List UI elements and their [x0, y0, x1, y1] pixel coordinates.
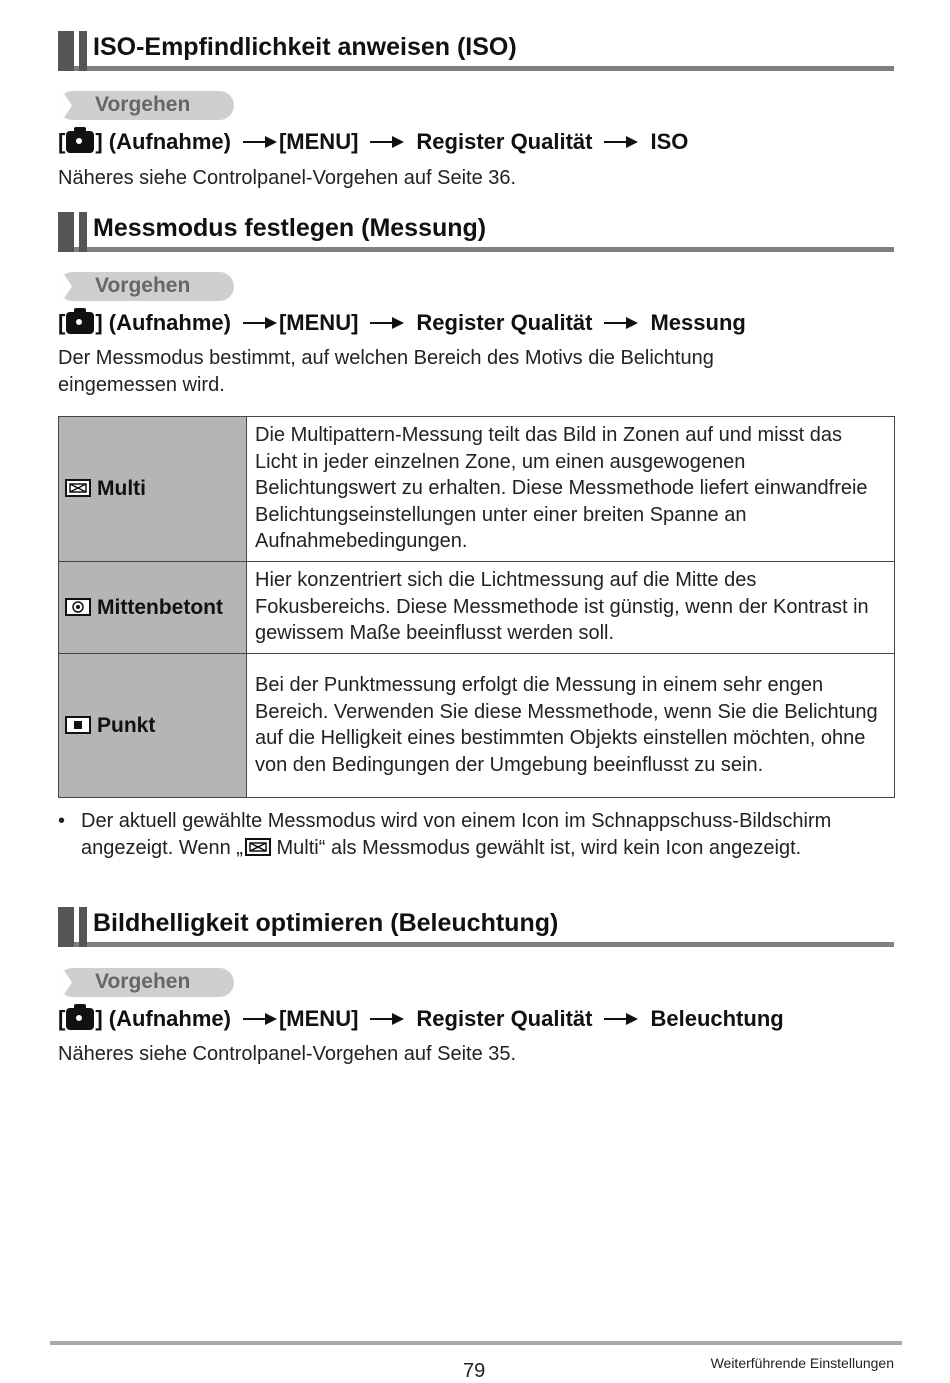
mode-name-cell: [59, 654, 247, 798]
heading-marker: [79, 212, 87, 252]
path-target: ISO: [650, 129, 689, 154]
mode-name: Multi: [97, 477, 146, 500]
path-aufnahme: ] (Aufnahme): [95, 129, 231, 154]
procedure-label: Vorgehen: [95, 274, 191, 297]
path-register: Register Qualität: [416, 310, 593, 335]
multi-metering-icon: [65, 479, 91, 497]
mode-description: Hier konzentriert sich die Lichtmessung auf die Mitte des Fokusbereichs. Diese Messmethode ist günstig, wenn der Kontrast in gewissem Maße beeinflusst werden soll.: [247, 562, 895, 654]
path-aufnahme: ] (Aufnahme): [95, 310, 231, 335]
section-text: Näheres siehe Controlpanel-Vorgehen auf Seite 35.: [58, 1043, 517, 1065]
path-register: Register Qualität: [416, 129, 593, 154]
section-title: ISO-Empfindlichkeit anweisen (ISO): [93, 33, 517, 61]
heading-marker: [79, 907, 87, 947]
table-row: [59, 654, 895, 798]
procedure-badge: [58, 272, 234, 301]
note-text-part: Der aktuell gewählte Messmodus wird von einem Icon im Schnappschuss-Bildschirm angezeigt. Wenn „: [81, 810, 832, 859]
arrow-right-icon: [243, 1013, 277, 1025]
heading-marker: [58, 31, 74, 71]
mode-description: Bei der Punktmessung erfolgt die Messung in einem sehr engen Bereich. Verwenden Sie diese Messmethode, wenn Sie die Belichtung auf die Helligkeit eines bestimmten Objekts einstellen möchten, ohne von den Bedingungen der Umgebung beeinflusst zu sein.: [247, 654, 895, 798]
bullet-point: •: [58, 810, 66, 832]
procedure-label: Vorgehen: [95, 970, 191, 993]
arrow-right-icon: [243, 136, 277, 148]
note-text-part: Multi“ als Messmodus gewählt ist, wird kein Icon angezeigt.: [270, 836, 802, 859]
multi-metering-icon: [245, 838, 271, 856]
mode-name: Mittenbetont: [97, 595, 223, 619]
path-target: Beleuchtung: [650, 1006, 784, 1031]
arrow-right-icon: [370, 1013, 404, 1025]
footer-divider: [50, 1341, 902, 1345]
arrow-right-icon: [370, 136, 404, 148]
camera-icon: [66, 131, 94, 153]
section-heading-iso: [58, 31, 894, 71]
section-title: Bildhelligkeit optimieren (Beleuchtung): [93, 909, 559, 937]
path-menu: [MENU]: [278, 1006, 359, 1031]
heading-marker: [79, 31, 87, 71]
path-target: Messung: [650, 310, 746, 335]
procedure-badge: [58, 968, 234, 997]
section-heading-lighting: [58, 907, 894, 947]
arrow-right-icon: [604, 317, 638, 329]
badge-notch: [58, 91, 72, 120]
footer-section-title: Weiterführende Einstellungen: [710, 1355, 894, 1371]
page-number: 79: [463, 1360, 486, 1382]
table-row: [59, 417, 895, 562]
bracket-open: [: [58, 310, 66, 335]
arrow-right-icon: [604, 136, 638, 148]
camera-icon: [66, 312, 94, 334]
section-text: Der Messmodus bestimmt, auf welchen Bereich des Motivs die Belichtung eingemessen wird.: [58, 347, 714, 396]
spot-metering-icon: [65, 716, 91, 734]
bracket-open: [: [58, 1006, 66, 1031]
heading-marker: [58, 212, 74, 252]
menu-path: [58, 1006, 784, 1032]
menu-path: [58, 310, 746, 336]
procedure-label: Vorgehen: [95, 93, 191, 116]
section-title: Messmodus festlegen (Messung): [93, 214, 487, 242]
badge-notch: [58, 968, 72, 997]
menu-path: [58, 129, 688, 155]
path-menu: [MENU]: [278, 129, 359, 154]
arrow-right-icon: [604, 1013, 638, 1025]
mode-name-cell: [59, 417, 247, 562]
arrow-right-icon: [243, 317, 277, 329]
mode-name: Punkt: [97, 713, 156, 737]
bracket-open: [: [58, 129, 66, 154]
badge-notch: [58, 272, 72, 301]
path-register: Register Qualität: [416, 1006, 593, 1031]
note-item: [58, 808, 898, 861]
note-text: [81, 808, 898, 861]
mode-description: Die Multipattern-Messung teilt das Bild in Zonen auf und misst das Licht in jeder einzelnen Zone, um einen ausgewogenen Belichtungswert zu erhalten. Diese Messmethode liefert einwandfreie Belichtungseinstellungen unter einer breiten Spanne an Aufnahmebedingungen.: [247, 417, 895, 562]
center-weighted-metering-icon: [65, 598, 91, 616]
metering-mode-table: [58, 416, 895, 798]
table-row: [59, 562, 895, 654]
procedure-badge: [58, 91, 234, 120]
heading-marker: [58, 907, 74, 947]
path-menu: [MENU]: [278, 310, 359, 335]
section-heading-metering: [58, 212, 894, 252]
section-text: Näheres siehe Controlpanel-Vorgehen auf Seite 36.: [58, 167, 517, 189]
camera-icon: [66, 1008, 94, 1030]
arrow-right-icon: [370, 317, 404, 329]
mode-name-cell: [59, 562, 247, 654]
path-aufnahme: ] (Aufnahme): [95, 1006, 231, 1031]
